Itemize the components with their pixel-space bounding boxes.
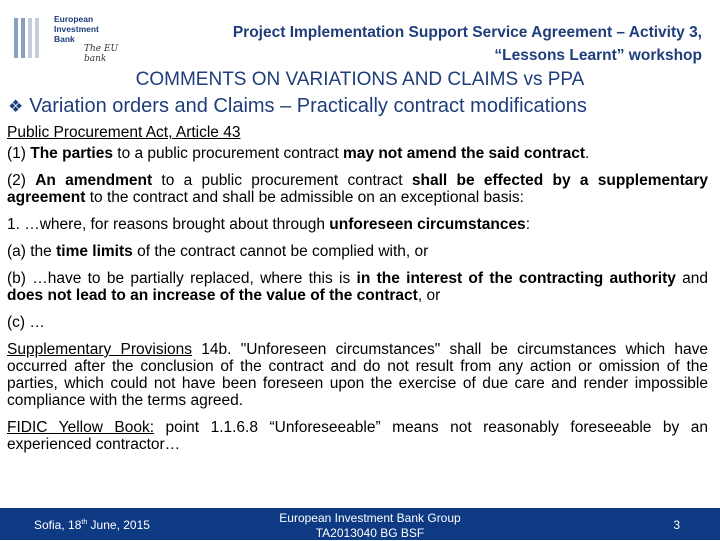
footer-date: Sofia, 18th June, 2015 xyxy=(34,518,150,532)
slide-subtitle: COMMENTS ON VARIATIONS AND CLAIMS vs PPA xyxy=(135,69,585,90)
footer-org: European Investment Bank Group xyxy=(279,511,461,525)
slide-body xyxy=(7,124,708,453)
paragraph-8: FIDIC Yellow Book: point 1.1.6.8 “Unforeseeable” means not reasonably foreseeable by an experienced contractor… xyxy=(7,419,708,453)
paragraph-6: (c) … xyxy=(7,314,45,331)
footer-center xyxy=(250,511,490,541)
paragraph-4: (a) the time limits of the contract cannot be complied with, or xyxy=(7,243,429,260)
page-number: 3 xyxy=(673,518,680,532)
logo-bars-icon xyxy=(14,18,48,58)
eib-logo xyxy=(14,14,142,64)
header-line-1: Project Implementation Support Service Agreement – Activity 3, xyxy=(232,24,702,41)
logo-tagline: The EU bank xyxy=(84,44,119,64)
paragraph-5: (b) …have to be partially replaced, where this is in the interest of the contracting authority and does not lead to an increase of the value of the contract, or xyxy=(7,270,709,304)
bullet-heading xyxy=(8,95,587,118)
header-line-2: “Lessons Learnt” workshop xyxy=(494,47,702,64)
act-heading: Public Procurement Act, Article 43 xyxy=(7,124,241,141)
footer-bar xyxy=(0,508,720,540)
footer-ref: TA2013040 BG BSF xyxy=(315,526,425,540)
paragraph-7: Supplementary Provisions 14b. "Unforeseen circumstances" shall be circumstances which have occurred after the conclusion of the contract and do not result from any action or omission of the parties, which could not have been foreseen upon the exercise of due care and render impossible compliance with the terms agreed. xyxy=(7,341,708,409)
header-title xyxy=(142,21,702,67)
diamond-bullet-icon: ❖ xyxy=(8,97,24,116)
paragraph-1: (1) The parties to a public procurement contract may not amend the said contract. xyxy=(7,145,590,162)
paragraph-3: 1. …where, for reasons brought about through unforeseen circumstances: xyxy=(7,216,530,233)
logo-wordmark: European Investment Bank xyxy=(54,14,99,44)
bullet-heading-text: Variation orders and Claims – Practically contract modifications xyxy=(29,95,587,117)
paragraph-2: (2) An amendment to a public procurement contract shall be effected by a supplementary agreement to the contract and shall be admissible on an exceptional basis: xyxy=(7,172,708,206)
